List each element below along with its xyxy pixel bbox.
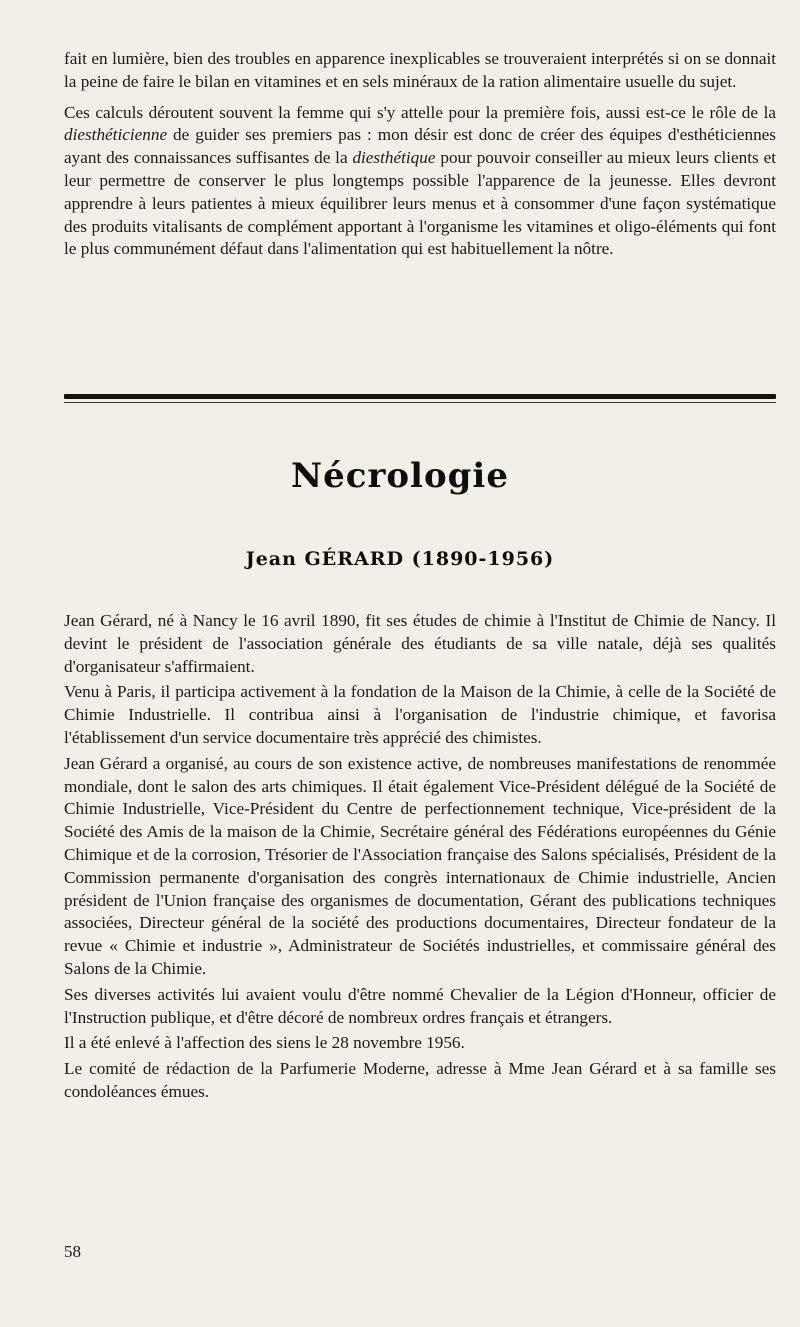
intro-paragraph-2-italic-1: diesthéticienne <box>64 125 168 145</box>
obituary-paragraph-6: Le comité de rédaction de la Parfumerie Moderne, adresse à Mme Jean Gérard et à sa famille ses condoléances émues. <box>64 1059 776 1101</box>
intro-paragraph-1: fait en lumière, bien des troubles en apparence inexplicables se trouveraient interprétés si on se donnait la peine de faire le bilan en vitamines et en sels minéraux de la ration alimentaire usuelle du sujet. <box>64 49 776 91</box>
intro-paragraph-2-part-2: de guider ses premiers pas : mon désir est donc de créer des équipes d'esthéticiennes ayant des connaissances suffisantes de la <box>64 125 776 168</box>
intro-paragraph-2-part-1: Ces calculs déroutent souvent la femme qui s'y attelle pour la première fois, aussi est-ce le rôle de la <box>64 102 776 122</box>
intro-paragraph-2-part-3: pour pouvoir conseiller au mieux leurs clients et leur permettre de conserver le plus longtemps possible l'apparence de la jeunesse. Elles devront apprendre à leurs patientes à mieux équilibrer leurs menus et à consommer d'une façon systématique des produits vitalisants de complément apportant à l'organisme les vitamines et oligo-éléments qui font le plus communément défaut dans l'alimentation qui est habituellement la nôtre. <box>64 148 776 259</box>
obituary-subheading: Jean GÉRARD (1890-1956) <box>245 548 555 570</box>
obituary-paragraph-5: Il a été enlevé à l'affection des siens le 28 novembre 1956. <box>64 1033 465 1053</box>
intro-paragraph-2 <box>64 102 776 262</box>
obituary-text <box>64 610 776 1107</box>
section-divider-thin <box>64 402 776 403</box>
obituary-paragraph-3: Jean Gérard a organisé, au cours de son existence active, de nombreuses manifestations de renommée mondiale, dont le salon des arts chimiques. Il était également Vice-Président délégué de la Société de Chimie Industrielle, Vice-Président du Centre de perfectionnement technique, Vice-président de la Société des Amis de la maison de la Chimie, Secrétaire général des Fédérations européennes du Génie Chimique et de la corrosion, Trésorier de l'Association française des Salons spécialisés, Président de la Commission permanente d'organisation des congrès internationaux de Chimie industrielle, Ancien président de l'Union française des organismes de documentation, Gérant des publications techniques associées, Directeur général de la société des productions documentaires, Directeur fondateur de la revue « Chimie et industrie », Administrateur de Sociétés industrielles, et commissaire général des Salons de la Chimie. <box>64 753 776 978</box>
obituary-paragraph-2: Venu à Paris, il participa activement à la fondation de la Maison de la Chimie, à celle de la Société de Chimie Industrielle. Il contribua ainsi à l'organisation de l'industrie chimique, et favorisa l'établissement d'un service documentaire très apprécié des chimistes. <box>64 682 776 747</box>
intro-paragraph-2-italic-2: diesthétique <box>352 148 436 168</box>
obituary-paragraph-4: Ses diverses activités lui avaient voulu d'être nommé Chevalier de la Légion d'Honneur, officier de l'Instruction publique, et d'être décoré de nombreux ordres français et étrangers. <box>64 984 776 1027</box>
section-heading: Nécrologie <box>291 456 509 496</box>
section-divider <box>64 394 776 399</box>
intro-text <box>64 48 776 261</box>
obituary-paragraph-1: Jean Gérard, né à Nancy le 16 avril 1890, fit ses études de chimie à l'Institut de Chimie de Nancy. Il devint le président de l'association générale des étudiants de sa ville natale, déjà ses qualités d'organisateur s'affirmaient. <box>64 611 776 676</box>
page-number: 58 <box>64 1242 81 1261</box>
